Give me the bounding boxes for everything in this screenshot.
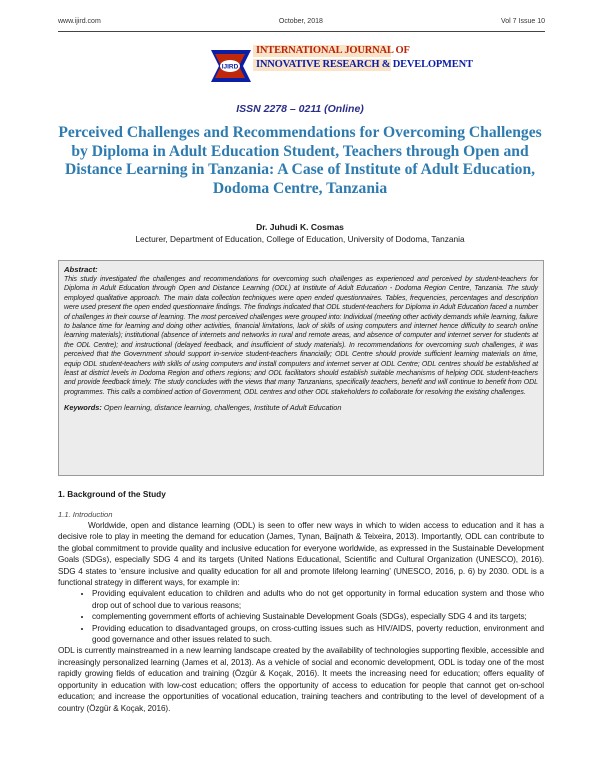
list-item: • Providing equivalent education to children and adults who do not get opportunity in formal education system and those who drop out of school due to various reasons;	[92, 588, 544, 611]
paper-title: Perceived Challenges and Recommendations for Overcoming Challenges by Diploma in Adult Education Student, Teachers through Open and Distance Learning in Tanzania: A Case of Institute of Adult Education, Dodoma Centre, Tanzania	[58, 124, 542, 197]
keywords-label: Keywords:	[64, 403, 102, 413]
running-header	[58, 18, 545, 30]
list-item: • Providing education to disadvantaged groups, on cross-cutting issues such as HIV/AIDS, poverty reduction, environment and good governance and other issues related to such.	[92, 623, 544, 646]
body-text	[58, 520, 544, 714]
author-affiliation: Lecturer, Department of Education, College of Education, University of Dodoma, Tanzania	[135, 234, 465, 244]
bullet-list	[58, 588, 544, 645]
keywords-text: Open learning, distance learning, challenges, Institute of Adult Education	[103, 403, 342, 413]
abstract-heading: Abstract:	[64, 265, 98, 274]
header-divider	[58, 31, 545, 32]
author-name: Dr. Juhudi K. Cosmas	[256, 222, 344, 232]
logo-line-1: INTERNATIONAL JOURNAL OF	[253, 45, 391, 57]
intro-paragraph-2: ODL is currently mainstreamed in a new learning landscape created by the availability of technologies supporting flexible, accessible and increasingly personalized learning (James et al, 2013). As a vehicle of social and economic development, ODL is today one of the most rapidly growing fields of education and training (Özgür & Koçak, 2016). It meets the increasing need for education; offers equality of opportunity in education with low-cost education; offers the opportunity of access to education for people that cannot get on-school education; and increase the opportunities of vocational education, training teachers and contributing to the level of development of a country (Özgür & Koçak, 2016).	[58, 646, 544, 713]
issn-line: ISSN 2278 – 0211 (Online)	[236, 103, 364, 115]
logo-line-2: INNOVATIVE RESEARCH & DEVELOPMENT	[253, 59, 391, 71]
abstract-box	[58, 260, 544, 476]
section-heading: 1. Background of the Study	[58, 489, 166, 499]
journal-logo	[205, 40, 473, 92]
subsection-heading: 1.1. Introduction	[58, 510, 113, 519]
list-item: • complementing government efforts of achieving Sustainable Development Goals (SDGs), especially SDG 4 and its targets;	[92, 611, 544, 622]
keywords-line	[64, 403, 538, 412]
volume-issue: Vol 7 Issue 10	[501, 18, 545, 25]
logo-badge-text: IJIRD	[221, 63, 239, 71]
journal-emblem-icon	[209, 46, 253, 86]
issue-date: October, 2018	[278, 18, 323, 25]
intro-paragraph-1: Worldwide, open and distance learning (ODL) is seen to offer new ways in which to widen access to education and it has a decisive role to play in meeting the demand for education (James, Tynan, Baijnath & Teixeira, 2013). Importantly, ODL can contribute to the global commitment to provide quality and inclusive education for everyone worldwide, as expressed in the Sustainable Development Goals (SDGs), especially SDG 4 and its targets (United Nations Educational, Scientific and Cultural Organization (UNESCO), 2016). SDG 4 states to ‘ensure inclusive and quality education for all and promote lifelong learning’ (UNESCO, 2016, p. 6) by 2030. ODL is a functional strategy in different ways, for example in:	[58, 521, 544, 588]
journal-website: www.ijird.com	[58, 18, 101, 25]
abstract-text: This study investigated the challenges and recommendations for overcoming such challenges as experienced and perceived by student-teachers for Diploma in Adult Education through Open and Distance Learning (ODL) at Institute of Adult Education - Dodoma Region Centre, Tanzania. The study employed qualitative approach. The main data collection techniques were open ended questionnaires. Tables, frequencies, percentages and description were used present the open ended questionnaire findings. The findings indicated that ODL student-teachers for Diploma in Adult Education faced a number of challenges in their course of learning. The most perceived challenges were grouped into: Individual (meeting other activity demands while learning, failure to balance time for learning and doing other activities, financial limitations, lack of skills of using computers and internet hence difficulty to search online learning materials); institutional (absence of internets and networks in rural and remote areas, and absence of computer and internet server for students at the ODL Centre); and instructional (delayed feedback, and insufficient of study materials). In recommendations for overcoming such challenges, it was perceived that the Government should support in-service student-teachers financially; ODL Centre should provide sufficient learning materials on time, equip ODL student-teachers with skills of using computers and install computers and internet server at ODL Centre; ODL centres should be established at least at district levels in Dodoma Region and others regions; and ODL facilitators should establish suitable mechanisms of helping ODL student-teachers and provide feedback timely. The study concludes with the views that many Tanzanians, specifically teachers, benefit and will continue to benefit from ODL programmes. This calls a combined action of Government, ODL centres and other ODL stakeholders to collaborate for resolving the existing challenges.	[64, 276, 538, 396]
